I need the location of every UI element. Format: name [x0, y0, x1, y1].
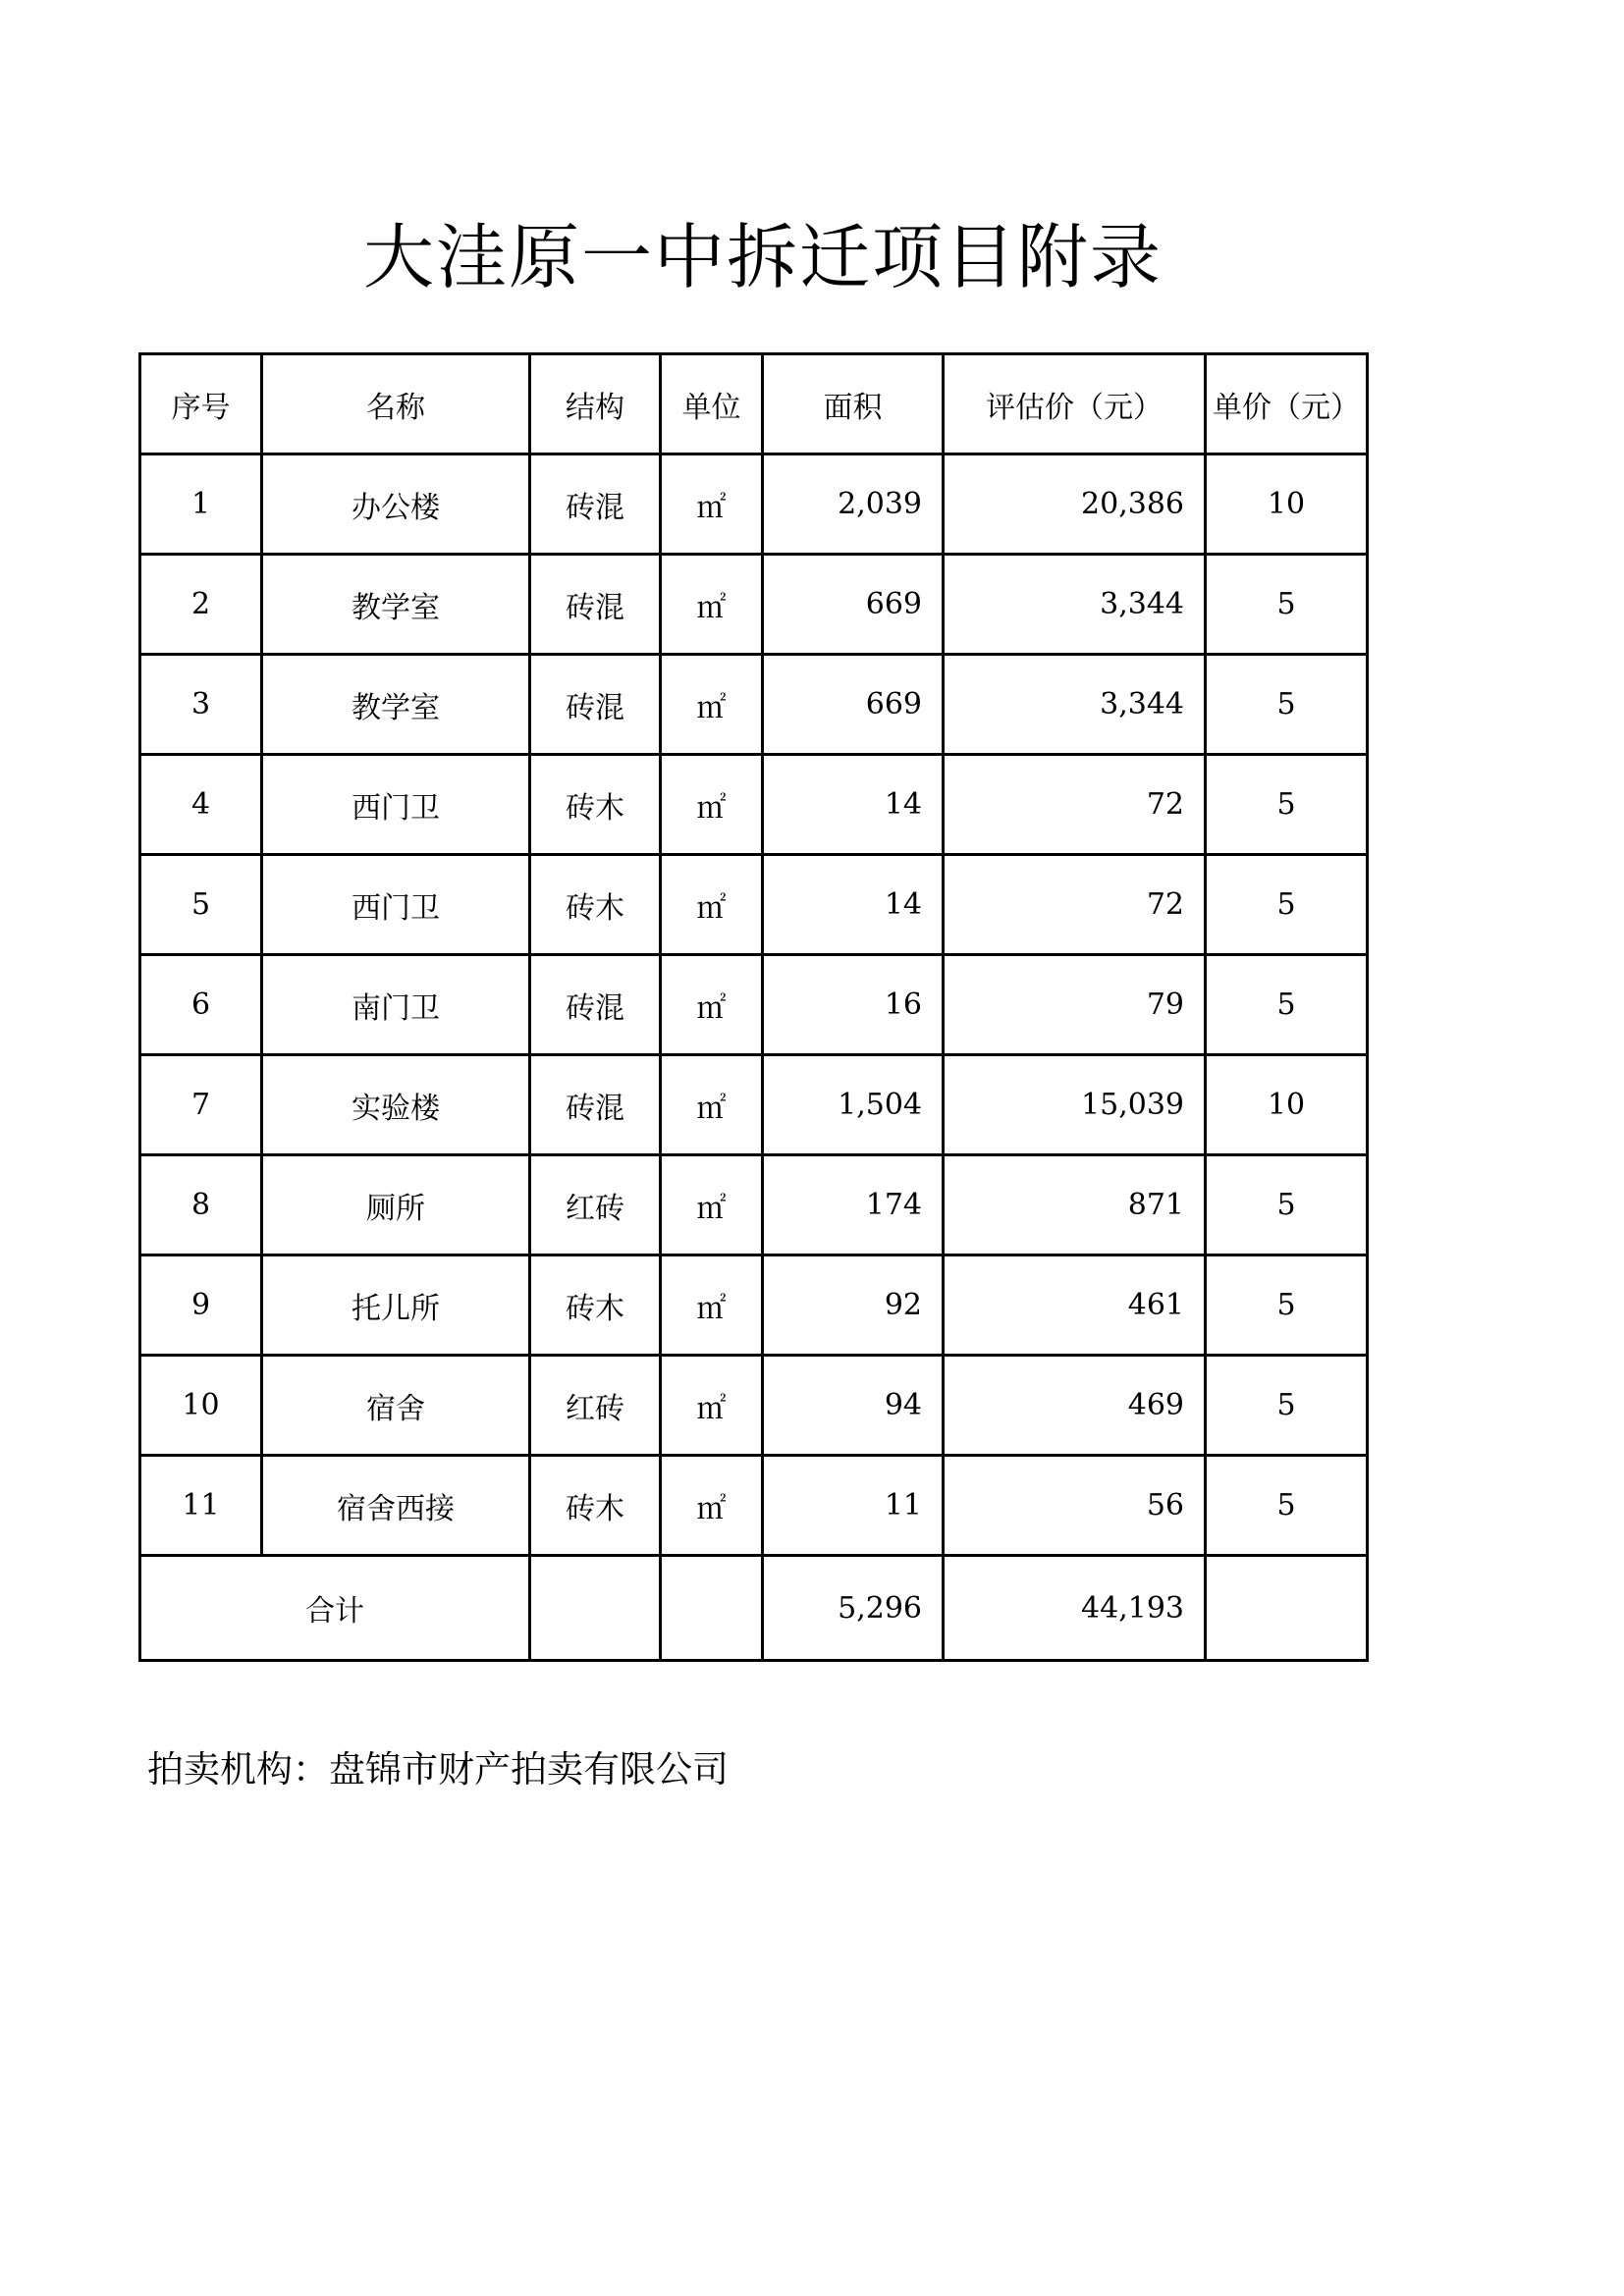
cell-structure: 砖木 — [530, 755, 661, 855]
cell-area: 16 — [763, 955, 944, 1055]
cell-price: 5 — [1206, 555, 1368, 655]
header-structure: 结构 — [530, 354, 661, 454]
cell-price: 5 — [1206, 755, 1368, 855]
cell-name: 宿舍 — [262, 1356, 530, 1456]
header-price: 单价（元） — [1206, 354, 1368, 454]
cell-value: 72 — [944, 755, 1206, 855]
cell-price: 10 — [1206, 1055, 1368, 1155]
cell-no: 8 — [140, 1155, 262, 1255]
cell-area: 669 — [763, 655, 944, 755]
cell-structure: 砖混 — [530, 454, 661, 555]
cell-value: 469 — [944, 1356, 1206, 1456]
total-structure-empty — [530, 1556, 661, 1661]
table-row — [140, 655, 1368, 755]
table-row — [140, 555, 1368, 655]
cell-structure: 砖木 — [530, 1456, 661, 1556]
cell-name: 宿舍西接 — [262, 1456, 530, 1556]
cell-value: 20,386 — [944, 454, 1206, 555]
cell-area: 174 — [763, 1155, 944, 1255]
cell-name: 托儿所 — [262, 1255, 530, 1356]
table-row — [140, 454, 1368, 555]
cell-price: 5 — [1206, 855, 1368, 955]
cell-value: 72 — [944, 855, 1206, 955]
cell-area: 92 — [763, 1255, 944, 1356]
cell-no: 7 — [140, 1055, 262, 1155]
auction-agency: 拍卖机构：盘锦市财产拍卖有限公司 — [147, 1748, 729, 1790]
total-price-empty — [1206, 1556, 1368, 1661]
table-row — [140, 1456, 1368, 1556]
cell-area: 669 — [763, 555, 944, 655]
cell-structure: 砖混 — [530, 955, 661, 1055]
cell-price: 5 — [1206, 1155, 1368, 1255]
cell-price: 5 — [1206, 1356, 1368, 1456]
cell-no: 2 — [140, 555, 262, 655]
cell-name: 西门卫 — [262, 755, 530, 855]
header-value: 评估价（元） — [944, 354, 1206, 454]
table-row — [140, 1055, 1368, 1155]
cell-name: 厕所 — [262, 1155, 530, 1255]
cell-structure: 红砖 — [530, 1356, 661, 1456]
page-title: 大洼原一中拆迁项目附录 — [363, 216, 1164, 298]
cell-structure: 红砖 — [530, 1155, 661, 1255]
total-value: 44,193 — [944, 1556, 1206, 1661]
cell-structure: 砖木 — [530, 1255, 661, 1356]
cell-area: 14 — [763, 855, 944, 955]
cell-no: 3 — [140, 655, 262, 755]
cell-structure: 砖混 — [530, 655, 661, 755]
cell-unit: ㎡ — [661, 1456, 763, 1556]
total-area: 5,296 — [763, 1556, 944, 1661]
cell-unit: ㎡ — [661, 1055, 763, 1155]
cell-area: 2,039 — [763, 454, 944, 555]
cell-structure: 砖木 — [530, 855, 661, 955]
cell-unit: ㎡ — [661, 655, 763, 755]
cell-price: 5 — [1206, 655, 1368, 755]
appendix-table — [138, 352, 1369, 1662]
cell-value: 15,039 — [944, 1055, 1206, 1155]
table-row — [140, 755, 1368, 855]
cell-unit: ㎡ — [661, 454, 763, 555]
cell-structure: 砖混 — [530, 555, 661, 655]
cell-no: 4 — [140, 755, 262, 855]
cell-no: 11 — [140, 1456, 262, 1556]
cell-area: 11 — [763, 1456, 944, 1556]
table-row — [140, 1255, 1368, 1356]
cell-value: 79 — [944, 955, 1206, 1055]
cell-unit: ㎡ — [661, 855, 763, 955]
table-row — [140, 1356, 1368, 1456]
cell-name: 办公楼 — [262, 454, 530, 555]
header-area: 面积 — [763, 354, 944, 454]
header-name: 名称 — [262, 354, 530, 454]
total-row — [140, 1556, 1368, 1661]
cell-name: 实验楼 — [262, 1055, 530, 1155]
cell-value: 461 — [944, 1255, 1206, 1356]
cell-name: 西门卫 — [262, 855, 530, 955]
cell-no: 1 — [140, 454, 262, 555]
cell-no: 5 — [140, 855, 262, 955]
cell-structure: 砖混 — [530, 1055, 661, 1155]
header-no: 序号 — [140, 354, 262, 454]
cell-area: 14 — [763, 755, 944, 855]
cell-value: 56 — [944, 1456, 1206, 1556]
cell-area: 94 — [763, 1356, 944, 1456]
header-unit: 单位 — [661, 354, 763, 454]
cell-value: 871 — [944, 1155, 1206, 1255]
cell-unit: ㎡ — [661, 755, 763, 855]
cell-name: 教学室 — [262, 655, 530, 755]
table-header-row — [140, 354, 1368, 454]
table-row — [140, 1155, 1368, 1255]
table-row — [140, 955, 1368, 1055]
cell-value: 3,344 — [944, 655, 1206, 755]
cell-unit: ㎡ — [661, 1255, 763, 1356]
cell-no: 9 — [140, 1255, 262, 1356]
cell-unit: ㎡ — [661, 555, 763, 655]
cell-price: 5 — [1206, 955, 1368, 1055]
cell-price: 5 — [1206, 1255, 1368, 1356]
total-label: 合计 — [140, 1556, 530, 1661]
cell-no: 10 — [140, 1356, 262, 1456]
table-row — [140, 855, 1368, 955]
cell-area: 1,504 — [763, 1055, 944, 1155]
cell-name: 南门卫 — [262, 955, 530, 1055]
cell-unit: ㎡ — [661, 955, 763, 1055]
cell-value: 3,344 — [944, 555, 1206, 655]
cell-no: 6 — [140, 955, 262, 1055]
total-unit-empty — [661, 1556, 763, 1661]
cell-price: 10 — [1206, 454, 1368, 555]
cell-unit: ㎡ — [661, 1356, 763, 1456]
cell-name: 教学室 — [262, 555, 530, 655]
cell-unit: ㎡ — [661, 1155, 763, 1255]
cell-price: 5 — [1206, 1456, 1368, 1556]
